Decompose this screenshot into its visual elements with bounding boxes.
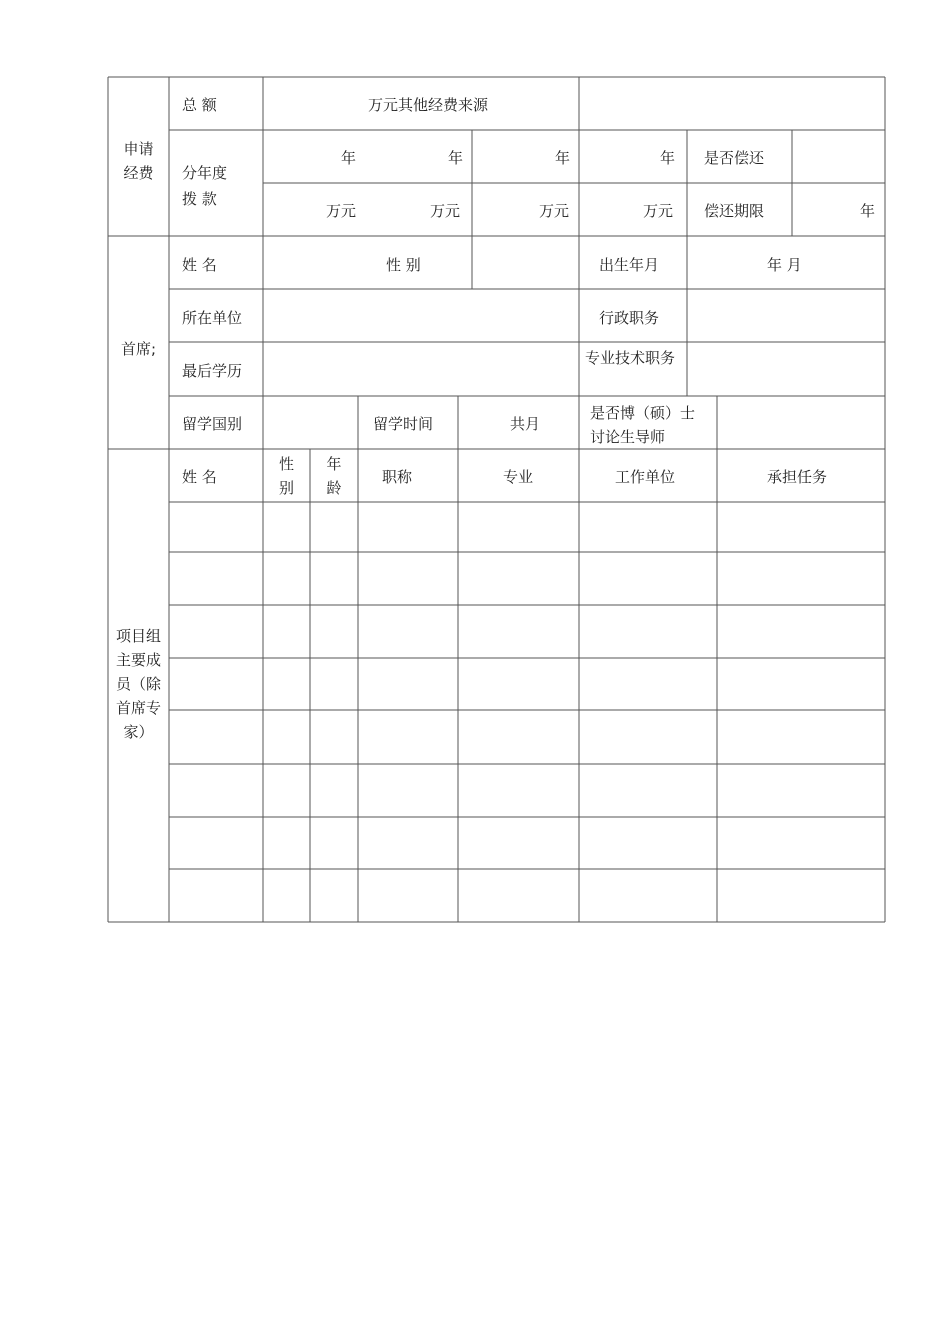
chief-supervisor-label: 是否博（硕）士 讨论生导师	[590, 404, 696, 446]
member-header-title: 职称	[382, 468, 413, 486]
member-header-gender: 性 别	[278, 455, 294, 497]
chief-tech-post-label: 专业技术职务	[585, 349, 676, 367]
year-1-unit: 年	[341, 149, 357, 167]
repay-question-label: 是否偿还	[704, 149, 765, 167]
chief-birth-unit: 年 月	[767, 256, 802, 274]
amount-3-unit: 万元	[539, 202, 570, 220]
funding-section-label: 申请 经费	[123, 140, 154, 182]
chief-unit-label: 所在单位	[182, 309, 243, 327]
repay-period-unit: 年	[860, 202, 876, 220]
member-header-major: 专业	[503, 468, 534, 486]
total-amount-label: 总 额	[182, 96, 217, 114]
amount-4-unit: 万元	[643, 202, 674, 220]
repay-period-label: 偿还期限	[704, 202, 765, 220]
chief-name-label: 姓 名	[182, 256, 217, 274]
member-header-task: 承担任务	[767, 468, 828, 486]
yearly-allocation-label: 分年度 拨 款	[182, 164, 228, 208]
year-4-unit: 年	[660, 149, 676, 167]
chief-education-label: 最后学历	[182, 362, 243, 380]
year-3-unit: 年	[555, 149, 571, 167]
chief-abroad-total-months: 共月	[510, 415, 541, 433]
chief-birth-label: 出生年月	[599, 256, 660, 274]
chief-section-label: 首席;	[120, 340, 157, 358]
chief-admin-post-label: 行政职务	[599, 309, 660, 327]
chief-gender-label: 性 别	[386, 256, 421, 274]
amount-2-unit: 万元	[430, 202, 461, 220]
year-2-unit: 年	[448, 149, 464, 167]
amount-1-unit: 万元	[326, 202, 357, 220]
total-unit-and-source-label: 万元其他经费来源	[368, 96, 489, 114]
chief-abroad-time-label: 留学时间	[373, 415, 434, 433]
chief-abroad-country-label: 留学国别	[182, 415, 243, 433]
member-header-workplace: 工作单位	[615, 468, 676, 486]
member-header-name: 姓 名	[182, 468, 217, 486]
member-header-age: 年 龄	[326, 455, 342, 497]
members-section-label: 项目组 主要成 员（除 首席专 家）	[115, 627, 161, 741]
